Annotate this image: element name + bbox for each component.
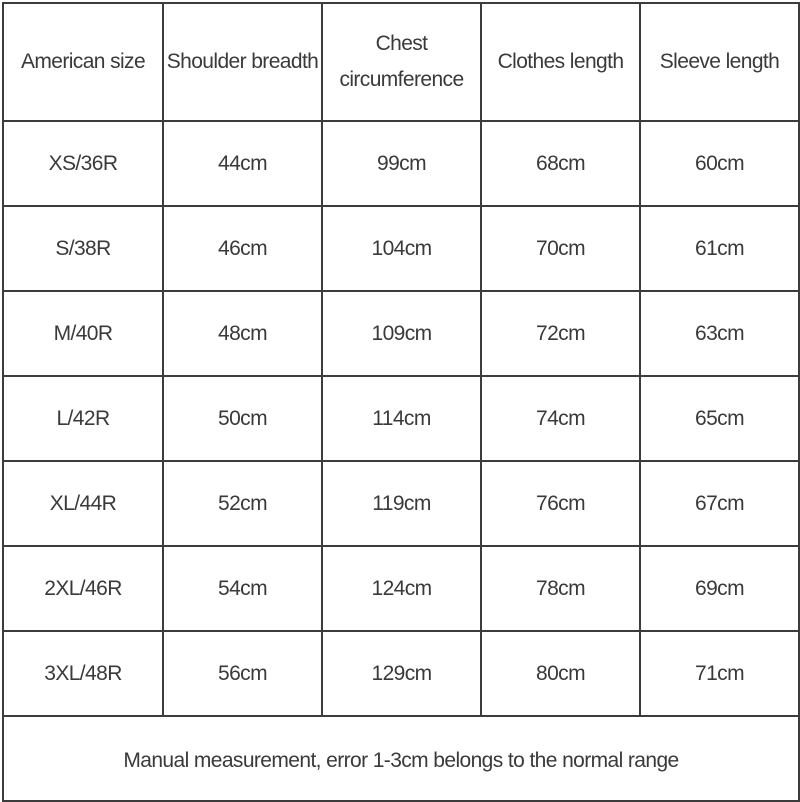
chest-cell: 124cm (322, 546, 481, 631)
chest-cell: 119cm (322, 461, 481, 546)
chest-cell: 109cm (322, 291, 481, 376)
length-cell: 68cm (481, 121, 640, 206)
shoulder-cell: 50cm (163, 376, 322, 461)
header-clothes-length: Clothes length (481, 3, 640, 121)
length-cell: 80cm (481, 631, 640, 716)
header-shoulder-breadth: Shoulder breadth (163, 3, 322, 121)
length-cell: 76cm (481, 461, 640, 546)
sleeve-cell: 61cm (640, 206, 799, 291)
sleeve-cell: 69cm (640, 546, 799, 631)
header-american-size: American size (3, 3, 163, 121)
size-cell: 2XL/46R (3, 546, 163, 631)
size-cell: 3XL/48R (3, 631, 163, 716)
shoulder-cell: 44cm (163, 121, 322, 206)
chest-cell: 114cm (322, 376, 481, 461)
table-row (3, 546, 799, 631)
shoulder-cell: 54cm (163, 546, 322, 631)
note-row (3, 716, 799, 801)
size-cell: L/42R (3, 376, 163, 461)
chest-cell: 99cm (322, 121, 481, 206)
size-cell: XL/44R (3, 461, 163, 546)
chest-cell: 129cm (322, 631, 481, 716)
size-cell: XS/36R (3, 121, 163, 206)
shoulder-cell: 56cm (163, 631, 322, 716)
size-cell: S/38R (3, 206, 163, 291)
shoulder-cell: 48cm (163, 291, 322, 376)
header-chest-circumference: Chest circumference (322, 3, 481, 121)
size-chart-table (2, 2, 800, 802)
size-cell: M/40R (3, 291, 163, 376)
header-sleeve-length: Sleeve length (640, 3, 799, 121)
length-cell: 74cm (481, 376, 640, 461)
table-row (3, 206, 799, 291)
header-row (3, 3, 799, 121)
sleeve-cell: 71cm (640, 631, 799, 716)
measurement-note: Manual measurement, error 1-3cm belongs to the normal range (3, 716, 799, 801)
table-row (3, 461, 799, 546)
table-row (3, 376, 799, 461)
chest-cell: 104cm (322, 206, 481, 291)
sleeve-cell: 65cm (640, 376, 799, 461)
shoulder-cell: 52cm (163, 461, 322, 546)
length-cell: 70cm (481, 206, 640, 291)
table-row (3, 631, 799, 716)
sleeve-cell: 60cm (640, 121, 799, 206)
table-row (3, 121, 799, 206)
table-row (3, 291, 799, 376)
length-cell: 78cm (481, 546, 640, 631)
sleeve-cell: 67cm (640, 461, 799, 546)
shoulder-cell: 46cm (163, 206, 322, 291)
sleeve-cell: 63cm (640, 291, 799, 376)
length-cell: 72cm (481, 291, 640, 376)
